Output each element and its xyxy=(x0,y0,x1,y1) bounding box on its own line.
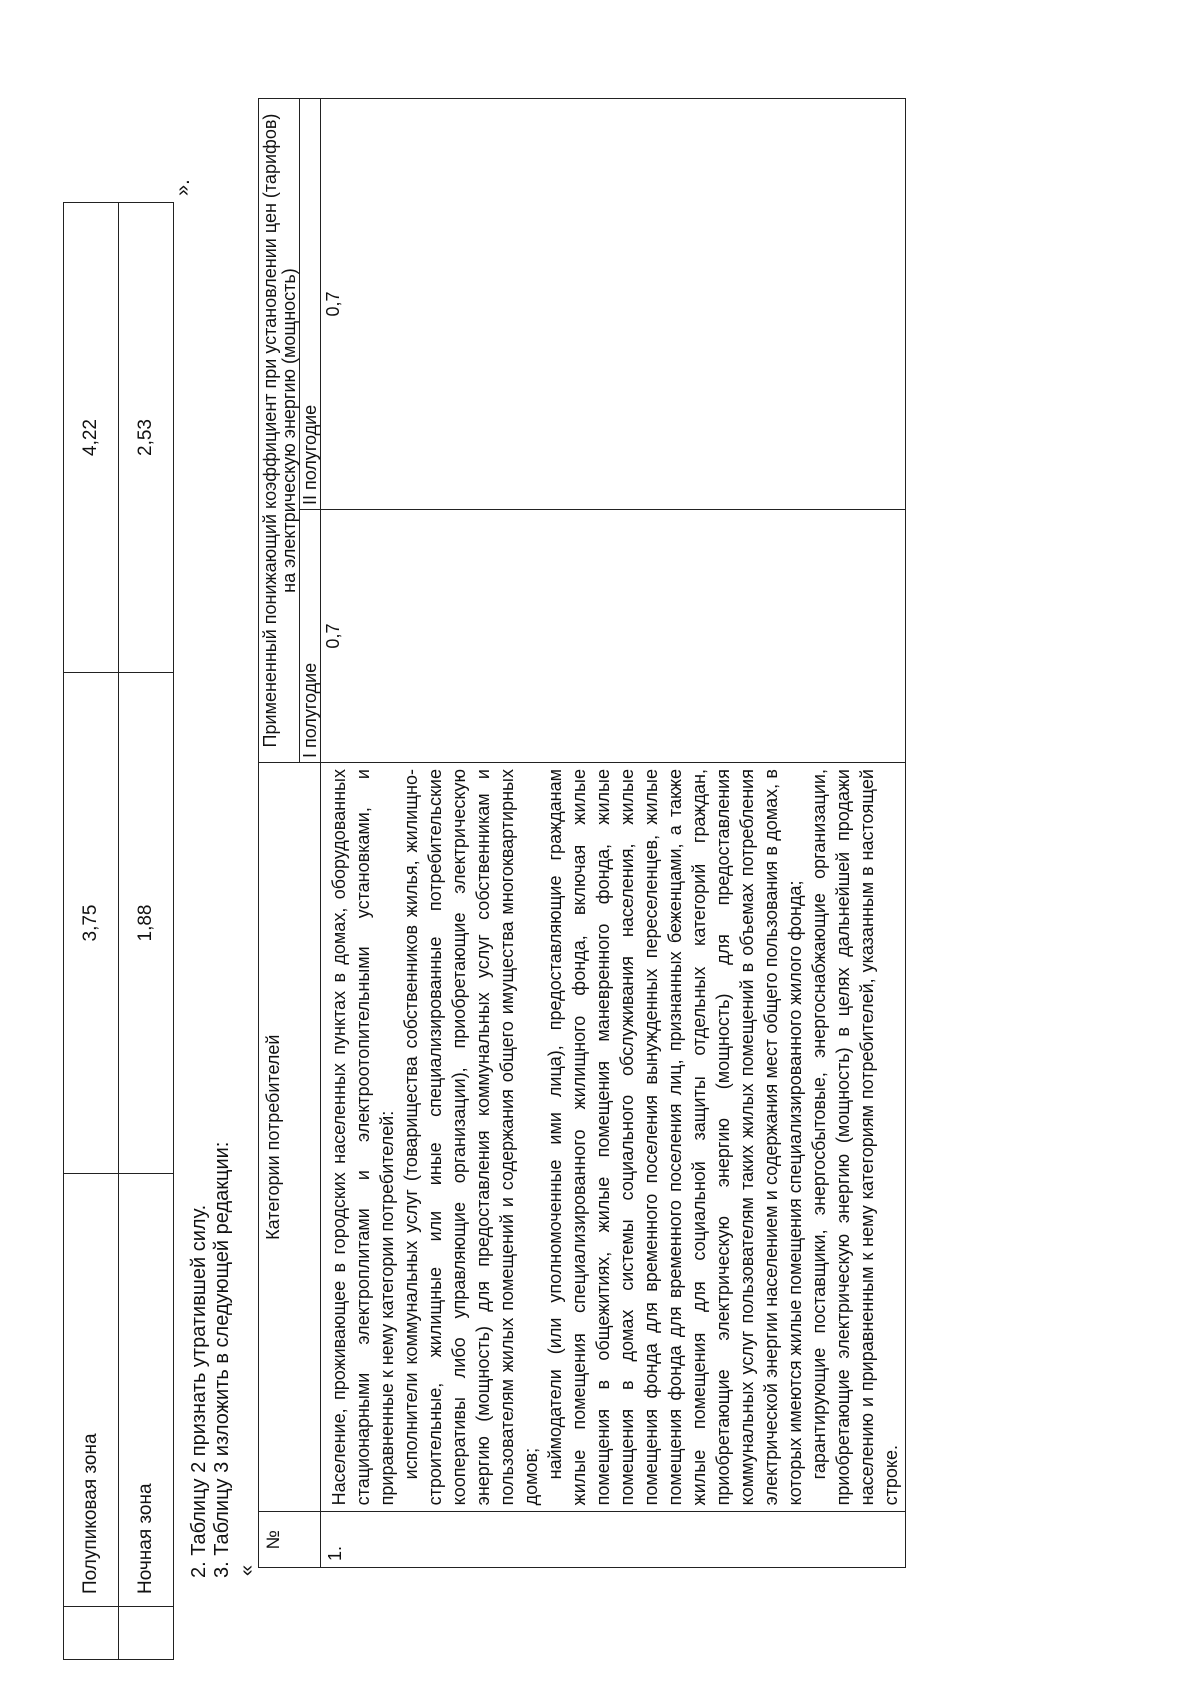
category-cell xyxy=(321,763,906,1512)
note-item-2: 2. Таблицу 2 признать утратившей силу. xyxy=(188,1204,210,1578)
note-item-3: 3. Таблицу 3 изложить в следующей редакции: xyxy=(211,1141,233,1578)
category-paragraph: наймодатели (или уполномоченные ими лица), предоставляющие гражданам жилые помещения специализированного жилищного фонда, включая жилые помещения в общежитиях, жилые помещения маневренного фонда, жилые помещения в домах системы социального обслуживания населения, жилые помещения фонда для временного поселения вынужденных переселенцев, жилые помещения фонда для временного поселения лиц, признанных беженцами, а также жилые помещения для социальной защиты отдельных категорий граждан, приобретающие электрическую энергию (мощность) для предоставления коммунальных услуг пользователям таких жилых помещений в объемах потребления электрической энергии населением и содержания мест общего пользования в домах, в которых имеются жилые помещения специализированного жилого фонда; xyxy=(545,769,805,1506)
zone-value-cell: 1,88 xyxy=(119,673,174,1174)
category-paragraph: гарантирующие поставщики, энергосбытовые, энергоснабжающие организации, приобретающие электрическую энергию (мощность) в целях дальнейшей продажи населению и приравненным к нему категориям потребителей, указанным в настоящей строке. xyxy=(809,769,901,1506)
opening-quote: « xyxy=(236,1564,258,1576)
category-paragraph: исполнители коммунальных услуг (товарищества собственников жилья, жилищно-строительные, жилищные или иные специализированные потребительские кооперативы либо управляющие организации), приобретающие электрическую энергию (мощность) для предоставления коммунальных услуг собственникам и пользователям жилых помещений и содержания общего имущества многоквартирных домов; xyxy=(401,769,541,1506)
coefficient-half-1: 0,7 xyxy=(321,510,906,763)
header-half-2: II полугодие xyxy=(300,99,321,510)
zone-name-cell: Полупиковая зона xyxy=(64,1174,119,1607)
table-row xyxy=(64,203,119,1660)
header-num: № xyxy=(259,1512,321,1568)
category-paragraph: Население, проживающее в городских населенных пунктах в домах, оборудованных стационарными электроплитами и электроотопительными установками, и приравненные к нему категории потребителей: xyxy=(329,769,397,1506)
zone-value-cell: 3,75 xyxy=(64,673,119,1174)
empty-cell xyxy=(119,1607,174,1660)
zone-value-cell: 4,22 xyxy=(64,203,119,673)
table-row xyxy=(321,99,906,1568)
header-coefficient: Примененный понижающий коэффициент при установлении цен (тарифов) на электрическую энергию (мощность) xyxy=(259,99,300,763)
table-row xyxy=(119,203,174,1660)
closing-quote: ». xyxy=(172,179,194,196)
zone-table xyxy=(63,202,174,1660)
amendment-notes xyxy=(188,1142,234,1578)
header-category: Категории потребителей xyxy=(259,763,321,1512)
empty-cell xyxy=(64,1607,119,1660)
header-half-1: I полугодие xyxy=(300,510,321,763)
table-3 xyxy=(258,98,906,1568)
coefficient-half-2: 0,7 xyxy=(321,99,906,510)
zone-name-cell: Ночная зона xyxy=(119,1174,174,1607)
zone-value-cell: 2,53 xyxy=(119,203,174,673)
row-number: 1. xyxy=(321,1512,906,1568)
header-row xyxy=(259,99,300,1568)
